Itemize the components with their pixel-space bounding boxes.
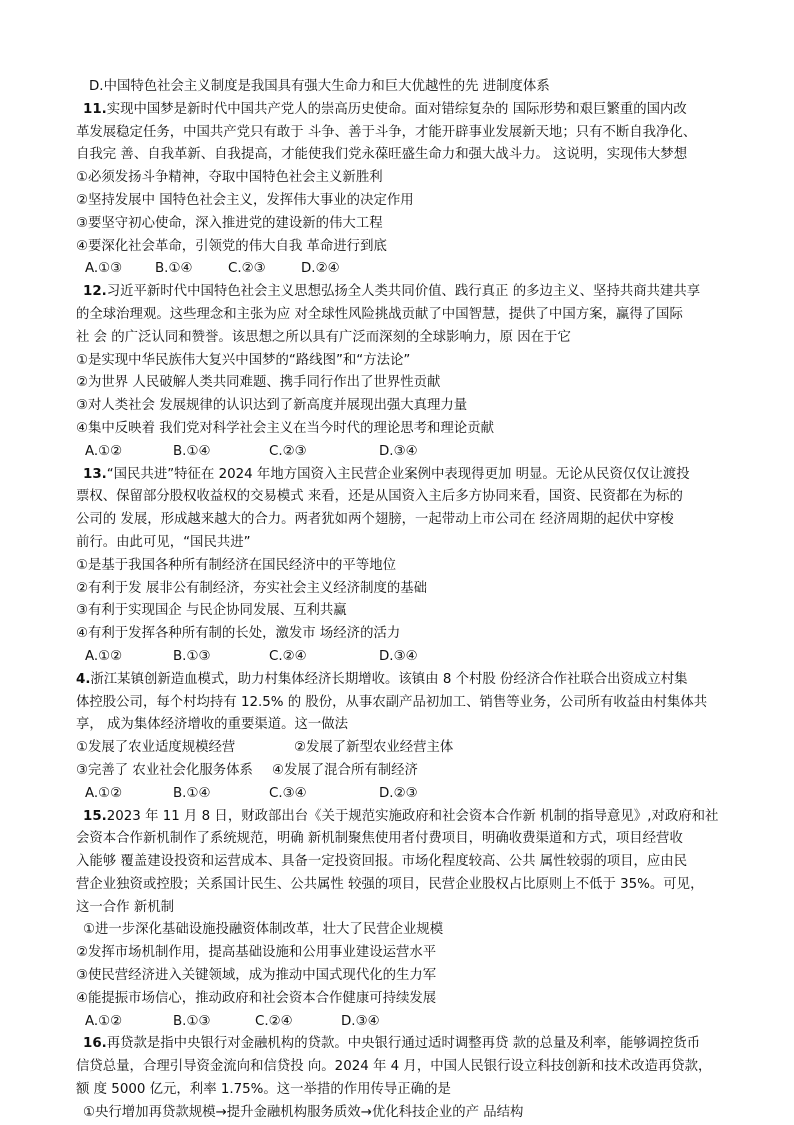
q13-option-a[interactable]: A.①② <box>85 648 123 664</box>
q12-text: 习近平新时代中国特色社会主义思想弘扬全人类共同价值、践行真正 的多边主义、坚持共商共建共享 <box>106 284 701 300</box>
q14-number: 4. <box>76 671 91 687</box>
q10-option-d: D.中国特色社会主义制度是我国具有强大生命力和巨大优越性的先 进制度体系 <box>89 79 550 94</box>
q15-option-b[interactable]: B.①③ <box>173 1013 211 1029</box>
q11-number: 11. <box>83 101 107 117</box>
q14-statement-4: ④发展了混合所有制经济 <box>272 762 418 778</box>
q12-option-b[interactable]: B.①④ <box>173 443 211 459</box>
q12-stem-line: 的全球治理观。这些理念和主张为应 对全球性风险挑战贡献了中国智慧，提供了中国方案，赢得了国际 <box>76 306 683 322</box>
q12-options <box>76 441 744 464</box>
q11-stem-line <box>76 99 744 122</box>
q15-number: 15. <box>83 808 107 824</box>
q16-stem-line: 额 度 5000 亿元，利率 1.75%。这一举措的作用传导正确的是 <box>76 1082 451 1098</box>
q12-statement: ②为世界 人民破解人类共同难题、携手同行作出了世界性贡献 <box>76 375 441 391</box>
q14-statement-1: ①发展了农业适度规模经营 <box>76 740 236 756</box>
q15-statement: ④能提振市场信心，推动政府和社会资本合作健康可持续发展 <box>76 990 437 1006</box>
q13-statement: ①是基于我国各种所有制经济在国民经济中的平等地位 <box>76 557 396 573</box>
q13-stem-line <box>76 464 744 487</box>
q12-statement: ④集中反映着 我们党对科学社会主义在当今时代的理论思考和理论贡献 <box>76 420 494 436</box>
q16-stem-line: 信贷总量，合理引导资金流向和信贷投 向。2024 年 4 月，中国人民银行设立科技创新和技术改造再贷款， <box>76 1059 712 1075</box>
q15-stem-line: 这一合作 新机制 <box>76 899 174 915</box>
q15-statement: ③使民营经济进入关键领域，成为推动中国式现代化的生力军 <box>76 968 437 984</box>
q15-option-a[interactable]: A.①② <box>85 1013 123 1029</box>
q11-option-b[interactable]: B.①④ <box>155 261 193 277</box>
q11-statement: ④要深化社会革命，引领党的伟大自我 革命进行到底 <box>76 238 387 254</box>
q14-text: 浙江某镇创新造血模式，助力村集体经济长期增收。该镇由 8 个村股 份经济合作社联合出资成立村集 <box>90 671 688 687</box>
q16-statement: ①央行增加再贷款规模→提升金融机构服务质效→优化科技企业的产 品结构 <box>83 1104 524 1120</box>
q15-stem-line: 入能够 覆盖建设投资和运营成本、具备一定投资回报。市场化程度较高、公共 属性较弱的项目，应由民 <box>76 854 688 870</box>
q12-number: 12. <box>83 284 107 300</box>
q13-stem-line: 票权、保留部分股权收益权的交易模式 来看，还是从国资入主后多方协同来看，国资、民资都在为标的 <box>76 489 683 505</box>
q12-statement: ①是实现中华民族伟大复兴中国梦的“路线图”和“方法论” <box>76 352 411 368</box>
q13-statement: ②有利于发 展非公有制经济，夯实社会主义经济制度的基础 <box>76 580 428 596</box>
q11-stem-line: 革发展稳定任务，中国共产党只有敢于 斗争、善于斗争，才能开辟事业发展新天地；只有不断自我净化、 <box>76 124 697 140</box>
q11-options <box>76 258 744 281</box>
q15-stem-line: 会资本合作新机制作了系统规范，明确 新机制聚焦使用者付费项目，明确收费渠道和方式，项目经营收 <box>76 831 683 847</box>
q14-statement-row <box>76 737 744 760</box>
q14-statement-3: ③完善了 农业社会化服务体系 <box>76 762 253 778</box>
q14-option-a[interactable]: A.①② <box>85 785 123 801</box>
q12-option-c[interactable]: C.②③ <box>269 443 307 459</box>
exam-page <box>76 76 744 1125</box>
q11-stem-line: 自我完 善、自我革新、自我提高，才能使我们党永葆旺盛生命力和强大战斗力。 这说明，实现伟大梦想 <box>76 147 688 163</box>
q15-option-d[interactable]: D.③④ <box>341 1013 380 1029</box>
q15-text: 2023 年 11 月 8 日，财政部出台《关于规范实施政府和社会资本合作新 机制的指导意见》,对政府和社 <box>106 808 719 824</box>
q14-option-c[interactable]: C.③④ <box>269 785 307 801</box>
q11-statement: ③要坚守初心使命，深入推进党的建设新的伟大工程 <box>76 215 383 231</box>
q12-stem-line <box>76 281 744 304</box>
q14-stem-line: 享， 成为集体经济增收的重要渠道。这一做法 <box>76 717 349 733</box>
q13-stem-line: 前行。由此可见，“国民共进” <box>76 534 251 550</box>
q15-stem-line: 营企业独资或控股；关系国计民生、公共属性 较强的项目，民营企业股权占比原则上不低于 35%。可见， <box>76 876 704 892</box>
q14-statement-2: ②发展了新型农业经营主体 <box>294 740 454 756</box>
q12-option-d[interactable]: D.③④ <box>379 443 418 459</box>
q14-stem-line <box>76 669 744 692</box>
q11-text: 实现中国梦是新时代中国共产党人的崇高历史使命。面对错综复杂的 国际形势和艰巨繁重的国内改 <box>106 101 687 117</box>
q11-statement: ①必须发扬斗争精神，夺取中国特色社会主义新胜利 <box>76 170 383 186</box>
q11-statement: ②坚持发展中 国特色社会主义，发挥伟大事业的决定作用 <box>76 192 414 208</box>
q15-statement: ①进一步深化基础设施投融资体制改革，壮大了民营企业规模 <box>83 922 444 938</box>
q13-statement: ③有利于实现国企 与民企协同发展、互利共赢 <box>76 603 347 619</box>
q11-option-c[interactable]: C.②③ <box>228 261 266 277</box>
q13-text: “国民共进”特征在 2024 年地方国资入主民营企业案例中表现得更加 明显。无论从民资仅仅让渡投 <box>106 466 690 482</box>
q16-stem-line <box>76 1033 744 1056</box>
q13-options <box>76 646 744 669</box>
q13-option-d[interactable]: D.③④ <box>379 648 418 664</box>
q11-option-a[interactable]: A.①③ <box>85 261 123 277</box>
q13-number: 13. <box>83 466 107 482</box>
q15-option-c[interactable]: C.②④ <box>255 1013 293 1029</box>
q12-option-a[interactable]: A.①② <box>85 443 123 459</box>
q12-statement: ③对人类社会 发展规律的认识达到了新高度并展现出强大真理力量 <box>76 398 468 414</box>
q13-option-c[interactable]: C.②④ <box>269 648 307 664</box>
q15-options <box>76 1011 744 1034</box>
q14-statement-row <box>76 760 744 783</box>
q14-stem-line: 体控股公司，每个村均持有 12.5% 的 股份，从事农副产品初加工、销售等业务，公司所有收益由村集体共 <box>76 694 708 710</box>
q13-stem-line: 公司的 发展，形成越来越大的合力。两者犹如两个翅膀，一起带动上市公司在 经济周期的起伏中穿梭 <box>76 512 674 528</box>
q12-stem-line: 社 会 的广泛认同和赞誉。该思想之所以具有广泛而深刻的全球影响力，原 因在于它 <box>76 329 571 345</box>
q15-statement: ②发挥市场机制作用，提高基础设施和公用事业建设运营水平 <box>76 945 437 961</box>
q13-option-b[interactable]: B.①③ <box>173 648 211 664</box>
q16-text: 再贷款是指中央银行对金融机构的贷款。中央银行通过适时调整再贷 款的总量及利率，能够调控货币 <box>106 1036 701 1052</box>
q15-stem-line <box>76 806 744 829</box>
q14-options <box>76 783 744 806</box>
q13-statement: ④有利于发挥各种所有制的长处，激发市 场经济的活力 <box>76 626 401 642</box>
q14-option-b[interactable]: B.①④ <box>173 785 211 801</box>
q14-option-d[interactable]: D.②③ <box>379 785 418 801</box>
q16-number: 16. <box>83 1036 107 1052</box>
q11-option-d[interactable]: D.②④ <box>301 261 340 277</box>
